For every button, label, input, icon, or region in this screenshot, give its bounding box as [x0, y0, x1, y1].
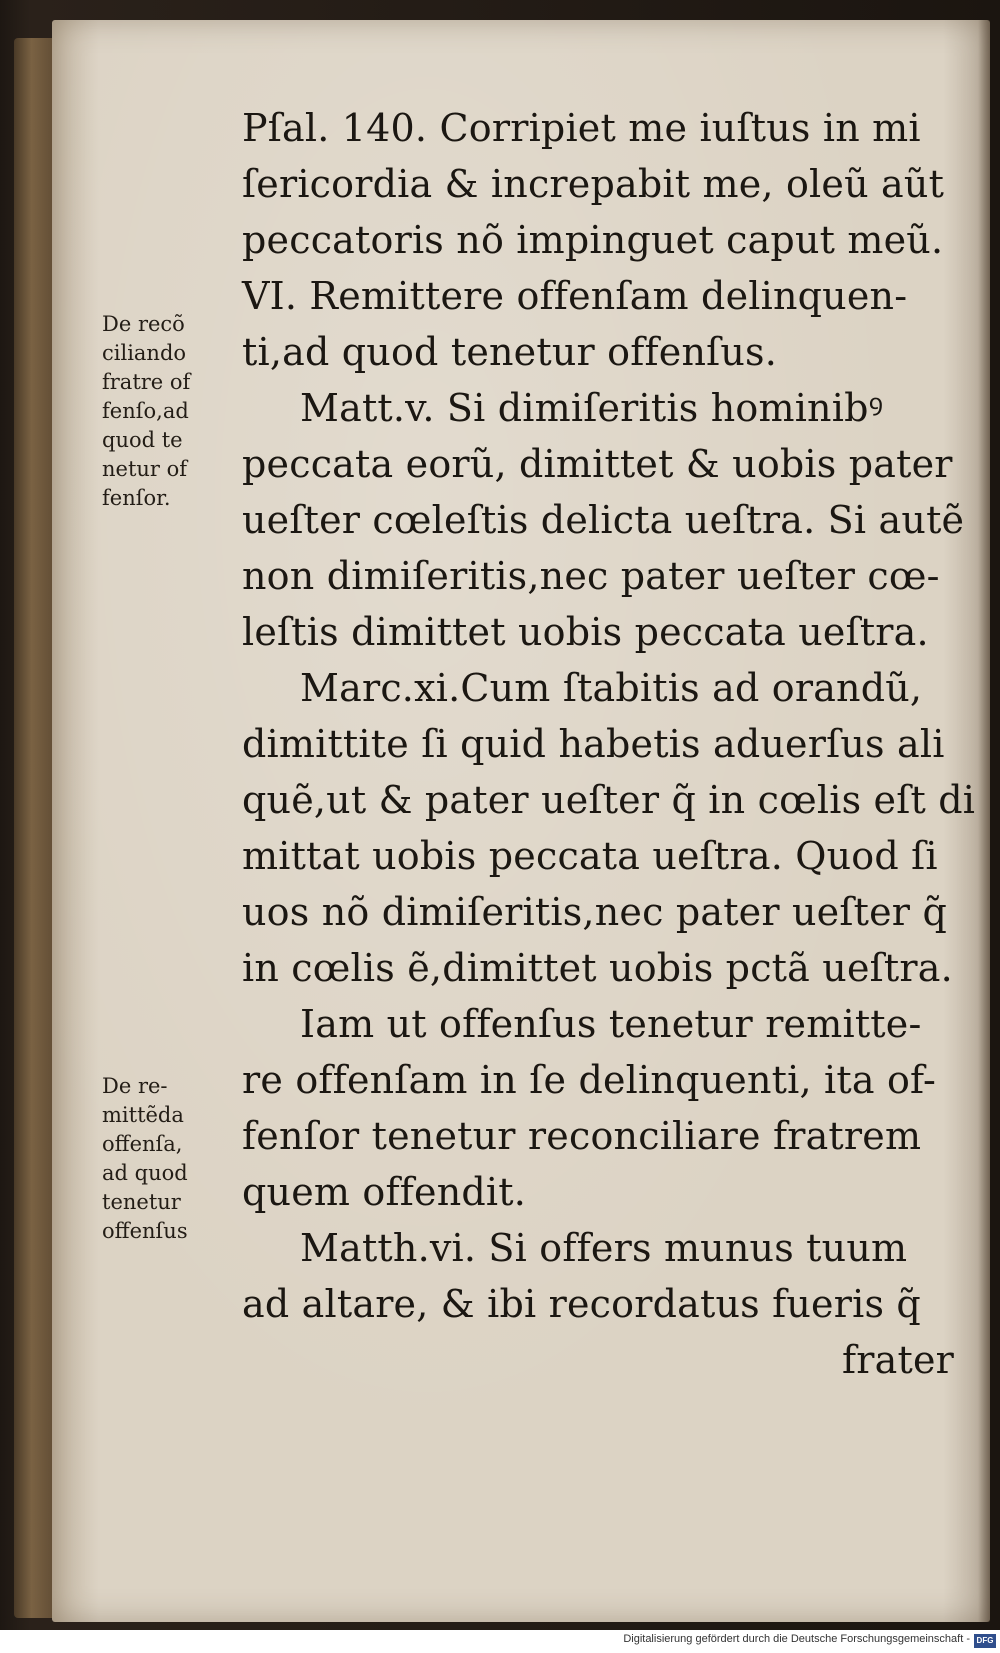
text-line: Iam ut offenſus tenetur remitte-: [300, 1002, 922, 1046]
text-line: leſtis dimittet uobis peccata ueſtra.: [242, 610, 929, 654]
margin-note-line: netur of: [102, 457, 188, 481]
margin-note-line: ad quod: [102, 1161, 188, 1185]
margin-note-line: De re-: [102, 1074, 168, 1098]
text-line: quẽ,ut & pater ueſter q̃ in cœlis eſt di: [242, 778, 976, 822]
margin-note-line: fenſor.: [102, 486, 171, 510]
text-line: Pſal. 140. Corripiet me iuſtus in mi: [242, 106, 921, 150]
text-line: ti,ad quod tenetur offenſus.: [242, 330, 778, 374]
text-line: ſericordia & increpabit me, oleũ aũt: [242, 162, 945, 206]
text-line: peccata eorũ, dimittet & uobis pater: [242, 442, 953, 486]
margin-note-line: fratre of: [102, 370, 191, 394]
text-line: Matth.vi. Si offers munus tuum: [300, 1226, 908, 1270]
margin-note-line: quod te: [102, 428, 183, 452]
text-line: Marc.xi.Cum ſtabitis ad orandũ,: [300, 666, 923, 710]
margin-note-line: ciliando: [102, 341, 187, 365]
margin-note-line: De recõ: [102, 312, 185, 336]
text-line: non dimiſeritis,nec pater ueſter cœ-: [242, 554, 940, 598]
margin-note-line: tenetur: [102, 1190, 181, 1214]
margin-note-line: offenſus: [102, 1219, 188, 1243]
text-line: ad altare, & ibi recordatus fueris q̃: [242, 1282, 921, 1326]
margin-note-line: mittẽda: [102, 1103, 184, 1127]
text-line: mittat uobis peccata ueſtra. Quod ſi: [242, 834, 938, 878]
margin-note-line: offenſa,: [102, 1132, 183, 1156]
main-text-block: [242, 100, 976, 1388]
text-line: re offenſam in ſe delinquenti, ita of-: [242, 1058, 936, 1102]
footer-funding-note: Digitalisierung gefördert durch die Deutsche Forschungsgemeinschaft -: [623, 1633, 970, 1645]
footer-bar: [0, 1630, 1000, 1653]
text-line: dimittite ſi quid habetis aduerſus ali: [242, 722, 945, 766]
text-line: quem offendit.: [242, 1170, 526, 1214]
text-line: uos nõ dimiſeritis,nec pater ueſter q̃: [242, 890, 947, 934]
text-line: VI. Remittere offenſam delinquen-: [242, 274, 908, 318]
page-edge-shadow: [978, 20, 990, 1622]
text-line: ueſter cœleſtis delicta ueſtra. Si autẽ: [242, 498, 965, 542]
text-line: Matt.v. Si dimiſeritis hominibꝰ: [300, 386, 884, 430]
catchword: frater: [841, 1338, 954, 1382]
text-line: in cœlis ẽ,dimittet uobis pctã ueſtra.: [242, 946, 953, 990]
text-line: fenſor tenetur reconciliare fratrem: [242, 1114, 922, 1158]
margin-note-remission: [102, 1072, 232, 1246]
book-page: [52, 20, 990, 1622]
margin-note-reconciliation: [102, 310, 232, 513]
dfg-logo: DFG: [974, 1634, 996, 1648]
text-line: peccatoris nõ impinguet caput meũ.: [242, 218, 944, 262]
margin-note-line: fenſo,ad: [102, 399, 189, 423]
